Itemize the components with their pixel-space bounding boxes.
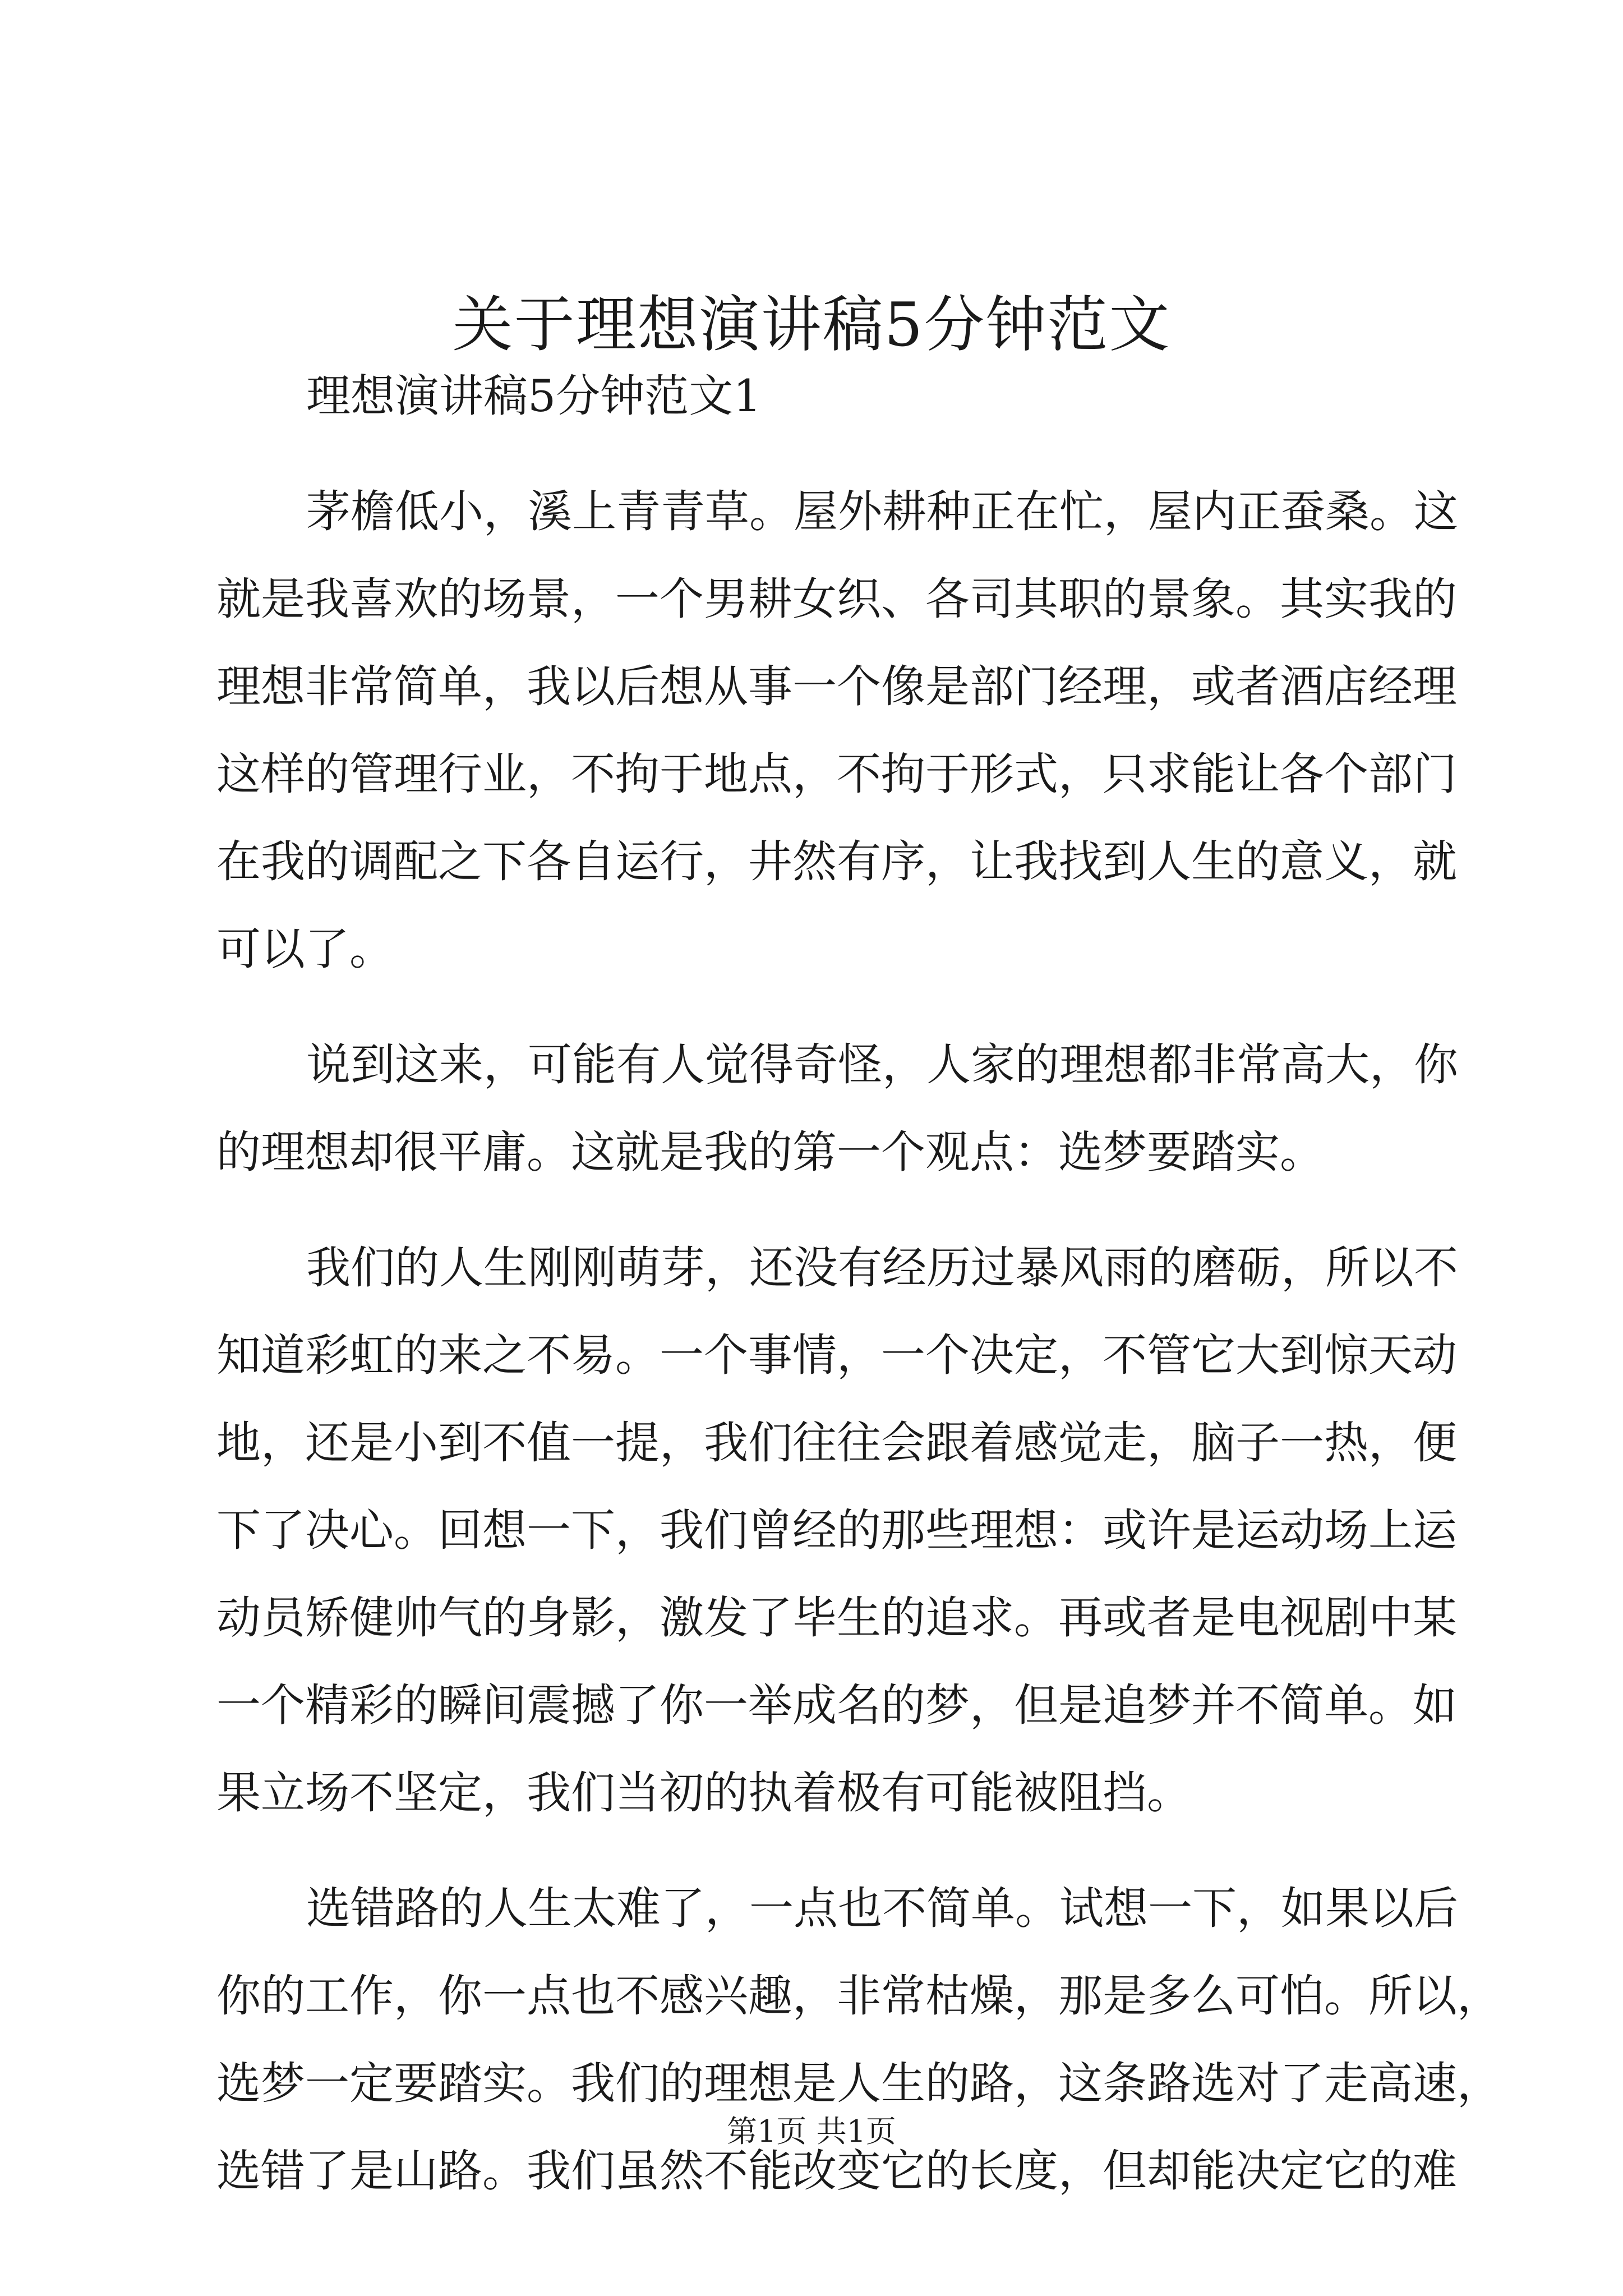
paragraph-line: 你的工作，你一点也不感兴趣，非常枯燥，那是多么可怕。所以， xyxy=(216,1970,1501,2022)
paragraph-3 xyxy=(216,1224,1458,1837)
paragraph-line: 动员矫健帅气的身影，激发了毕生的追求。再或者是电视剧中某 xyxy=(216,1592,1457,1644)
paragraph-line: 在我的调配之下各自运行，井然有序，让我找到人生的意义，就 xyxy=(216,836,1457,887)
paragraph-line: 选错了是山路。我们虽然不能改变它的长度，但却能决定它的难 xyxy=(216,2145,1457,2197)
paragraph-line: 的理想却很平庸。这就是我的第一个观点：选梦要踏实。 xyxy=(216,1126,1324,1178)
paragraph-line: 我们的人生刚刚萌芽，还没有经历过暴风雨的磨砺，所以不 xyxy=(306,1242,1458,1294)
document-body xyxy=(216,352,1501,2215)
paragraph-line: 选梦一定要踏实。我们的理想是人生的路，这条路选对了走高速， xyxy=(216,2058,1501,2109)
paragraph-line: 果立场不坚定，我们当初的执着极有可能被阻挡。 xyxy=(216,1767,1191,1819)
document-title: 关于理想演讲稿5分钟范文 xyxy=(452,290,1171,360)
paragraph-line: 一个精彩的瞬间震撼了你一举成名的梦，但是追梦并不简单。如 xyxy=(216,1680,1457,1731)
paragraph-line: 下了决心。回想一下，我们曾经的那些理想：或许是运动场上运 xyxy=(216,1504,1457,1556)
subheading: 理想演讲稿5分钟范文1 xyxy=(306,370,762,422)
page-footer: 第1页 共1页 xyxy=(727,2114,896,2149)
paragraph-1 xyxy=(216,468,1458,993)
paragraph-line: 茅檐低小，溪上青青草。屋外耕种正在忙，屋内正蚕桑。这 xyxy=(306,486,1458,537)
paragraph-line: 说到这来，可能有人觉得奇怪，人家的理想都非常高大，你 xyxy=(306,1039,1458,1091)
paragraph-line: 就是我喜欢的场景，一个男耕女织、各司其职的景象。其实我的 xyxy=(216,573,1457,625)
paragraph-line: 可以了。 xyxy=(216,923,394,975)
paragraph-line: 选错路的人生太难了，一点也不简单。试想一下，如果以后 xyxy=(306,1883,1458,1934)
paragraph-4 xyxy=(216,1865,1501,2215)
paragraph-line: 这样的管理行业，不拘于地点，不拘于形式，只求能让各个部门 xyxy=(216,748,1457,800)
paragraph-line: 理想非常简单，我以后想从事一个像是部门经理，或者酒店经理 xyxy=(216,661,1457,712)
paragraph-2 xyxy=(216,1021,1458,1196)
paragraph-line: 知道彩虹的来之不易。一个事情，一个决定，不管它大到惊天动 xyxy=(216,1329,1457,1381)
paragraph-line: 地，还是小到不值一提，我们往往会跟着感觉走，脑子一热，便 xyxy=(216,1417,1457,1469)
